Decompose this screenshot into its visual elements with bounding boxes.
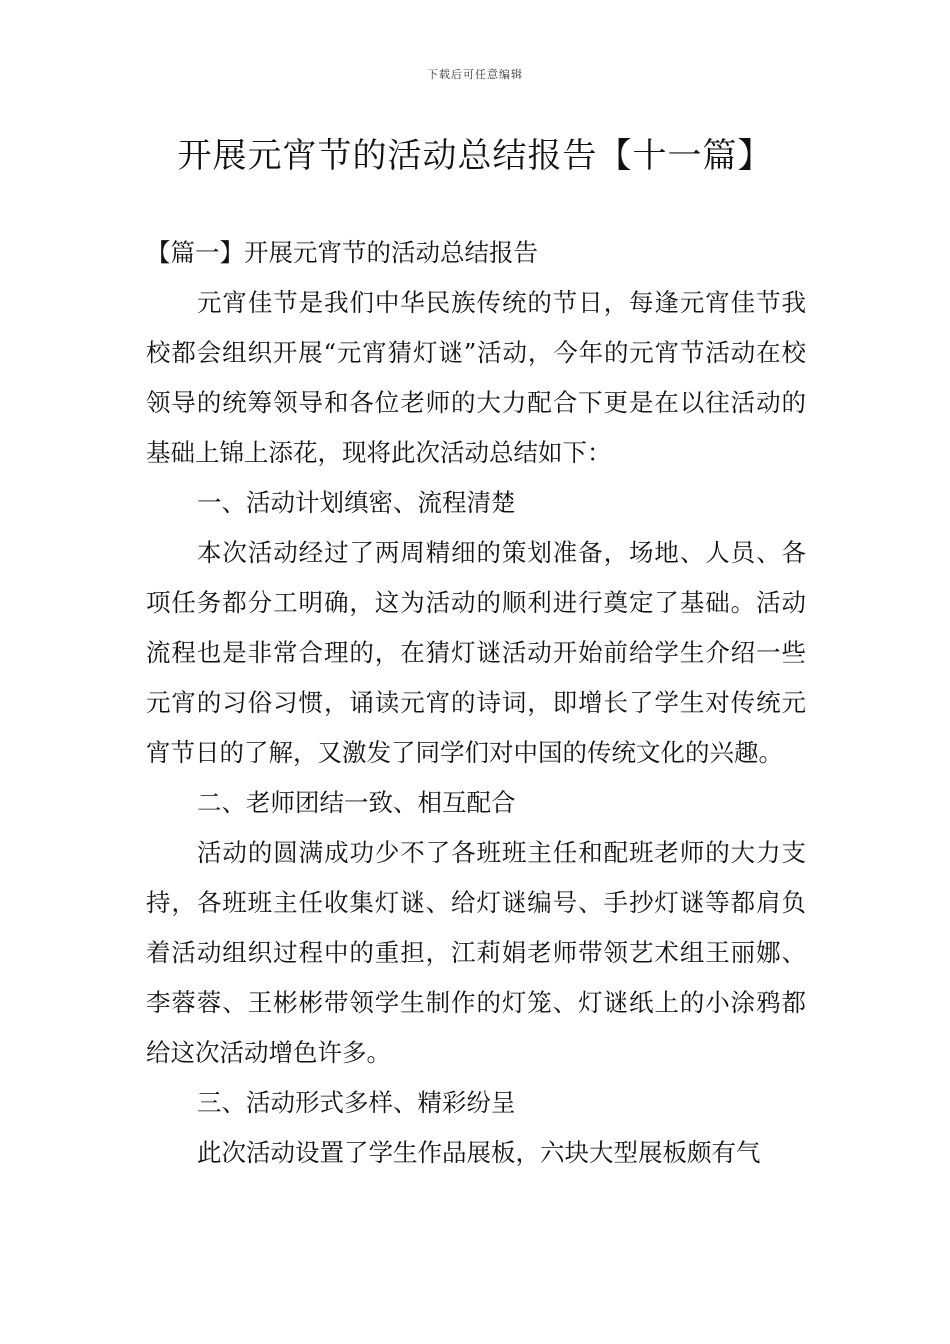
paragraph-1: 本次活动经过了两周精细的策划准备，场地、人员、各项任务都分工明确，这为活动的顺利进行奠定了基础。活动流程也是非常合理的，在猜灯谜活动开始前给学生介绍一些元宵的习俗习惯，诵读元宵的诗词，即增长了学生对传统元宵节日的了解，又激发了同学们对中国的传统文化的兴趣。 [146,538,806,767]
subheading-3: 三、活动形式多样、精彩纷呈 [197,1088,516,1117]
document-body [146,228,806,1178]
header-note: 下载后可任意编辑 [427,68,523,81]
paragraph-3: 此次活动设置了学生作品展板，六块大型展板颇有气 [197,1138,761,1167]
section-heading: 【篇一】开展元宵节的活动总结报告 [146,238,538,267]
subheading-2: 二、老师团结一致、相互配合 [197,788,516,817]
paragraph-2: 活动的圆满成功少不了各班班主任和配班老师的大力支持，各班班主任收集灯谜、给灯谜编号、手抄灯谜等都肩负着活动组织过程中的重担，江莉娟老师带领艺术组王丽娜、李蓉蓉、王彬彬带领学生制作的灯笼、灯谜纸上的小涂鸦都给这次活动增色许多。 [146,838,806,1067]
intro-paragraph: 元宵佳节是我们中华民族传统的节日，每逢元宵佳节我校都会组织开展“元宵猜灯谜”活动，今年的元宵节活动在校领导的统筹领导和各位老师的大力配合下更是在以往活动的基础上锦上添花，现将此次活动总结如下： [146,288,806,467]
document-title: 开展元宵节的活动总结报告【十一篇】 [177,136,773,176]
subheading-1: 一、活动计划缜密、流程清楚 [197,488,516,517]
